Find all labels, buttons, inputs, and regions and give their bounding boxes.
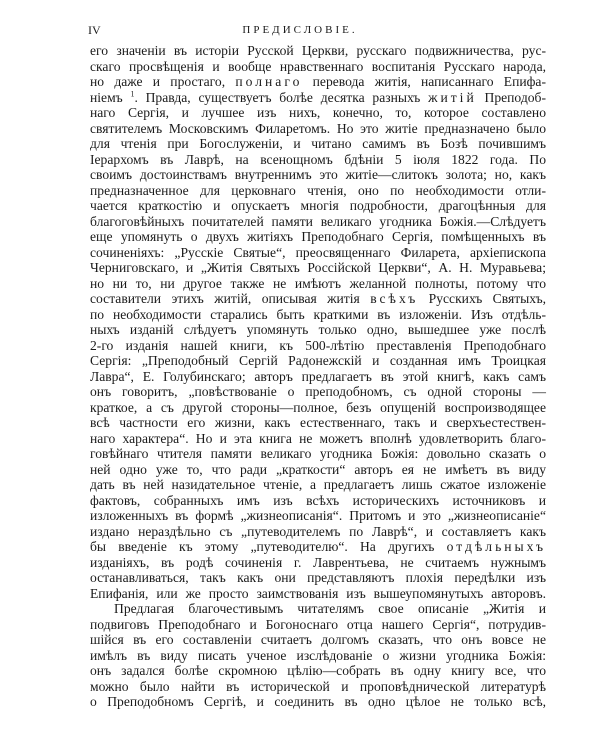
text-line	[90, 90, 546, 106]
page-number: IV	[88, 23, 101, 37]
text-line	[90, 260, 546, 276]
text-segment: своимъ достоинствамъ внутреннимъ это житiе—слитокъ золота; но, какъ	[90, 167, 546, 182]
text-line	[90, 462, 546, 478]
text-line	[90, 446, 546, 462]
text-segment: шiйся въ его составленiи считаетъ долгомъ сказать, что онъ вовсе не	[90, 632, 546, 647]
text-segment: Черниговскаго, и „Житiя Святыхъ Россiйской Церкви“, А. Н. Муравьева;	[90, 260, 546, 275]
text-segment: составители этихъ житiй, описывая житiя	[90, 291, 371, 306]
text-line	[90, 245, 546, 261]
text-line	[90, 43, 546, 59]
text-segment: изданiяхъ, въ родѣ сочиненiя г. Лаврентьева, не считаемъ нужнымъ	[90, 554, 546, 570]
text-line	[90, 291, 546, 307]
text-line	[90, 167, 546, 183]
text-line	[90, 508, 546, 524]
text-segment: сочиненiяхъ: „Русскiе Святые“, преосвященнаго Филарета, архiепископа	[90, 244, 546, 260]
text-segment: краткое, а съ другой стороны—полное, безъ опущенiй воспроизводящее	[90, 399, 546, 415]
text-segment: изложенныхъ въ формѣ „жизнеописанiя“. Притомъ и это „жизнеописанiе“	[90, 508, 546, 523]
text-segment: имѣлъ въ виду писать ученое изслѣдованiе о жизни угодника Божiя:	[90, 647, 546, 663]
text-segment: Епифанiя, или же просто заимствованiя изъ вышеупомянутыхъ авторовъ.	[90, 585, 546, 601]
text-segment: . Правда, существуетъ болѣе десятка разныхъ	[134, 89, 429, 105]
text-line	[90, 570, 546, 586]
text-segment: останавливаться, такъ какъ они представляютъ плохiя передѣлки изъ	[90, 570, 546, 585]
text-segment: но ни то, ни другое также не имѣютъ желанной полноты, потому что	[90, 275, 546, 291]
text-segment: благоговѣйныхъ почитателей памяти великаго угодника Божiя.—Слѣдуетъ	[90, 213, 546, 229]
text-segment: еще упомянуть о двухъ житiяхъ Преподобнаго Сергiя, помѣщенныхъ въ	[90, 229, 546, 244]
emphasized-text: полнаго	[235, 74, 303, 89]
text-line	[90, 648, 546, 664]
text-segment: Преподоб-	[476, 89, 546, 105]
text-segment: его значенiи въ исторiи Русской Церкви, русскаго подвижничества, рус-	[90, 43, 546, 58]
text-segment: перевода житiя, написаннаго Епифа-	[302, 74, 546, 89]
text-line	[90, 105, 546, 121]
text-segment: ней одно уже то, что ради „краткости“ авторъ ея не имѣетъ въ виду	[90, 461, 546, 477]
text-segment: по необходимости старались быть краткими въ изложенiи. Изъ отдѣль-	[90, 306, 546, 322]
text-segment: всѣ частности его жизни, какъ естественнаго, такъ и сверхъестествен-	[90, 415, 546, 430]
text-segment: нiемъ	[90, 89, 131, 105]
text-segment: Лавра“, Е. Голубинскаго; авторъ предлагаетъ въ этой книгѣ, какъ самъ	[90, 368, 546, 384]
text-segment: издано нераздѣльно съ „путеводителемъ по Лаврѣ“, и составляетъ какъ	[90, 523, 546, 539]
text-segment: чается краткостiю и опускаетъ многiя подробности, драгоцѣнныя для	[90, 198, 546, 213]
text-line	[90, 74, 546, 90]
text-line	[90, 539, 546, 555]
text-line	[90, 136, 546, 152]
text-segment: Предлагая благочестивымъ читателямъ свое описанiе „Житiя и	[114, 601, 546, 616]
text-line	[90, 307, 546, 323]
text-line	[90, 276, 546, 292]
body-text	[90, 43, 546, 710]
text-segment: можно было найти въ исторической и проповѣднической литературѣ	[90, 678, 546, 694]
text-line	[90, 198, 546, 214]
text-line	[90, 384, 546, 400]
text-line	[90, 353, 546, 369]
text-line	[90, 679, 546, 695]
text-segment: но даже и простаго,	[90, 74, 236, 89]
text-segment: скаго просвѣщенiя и вообще нравственнаго воспитанiя Русскаго народа,	[90, 58, 546, 74]
text-line	[90, 601, 546, 617]
text-line	[90, 431, 546, 447]
text-segment: о Преподобномъ Сергiѣ, и соединить въ одно цѣлое не только всѣ,	[90, 694, 546, 709]
text-line	[90, 415, 546, 431]
footnote-marker: 1	[130, 88, 135, 98]
text-line	[90, 121, 546, 137]
text-line	[90, 152, 546, 168]
text-line	[90, 477, 546, 493]
text-line	[90, 493, 546, 509]
text-line	[90, 229, 546, 245]
emphasized-text: житiй	[428, 89, 477, 105]
text-segment: дать въ ней назидательное чтенiе, а предлагаетъ лишь сжатое изложенiе	[90, 477, 546, 492]
text-segment: онъ задался болѣе скромною цѣлiю—собрать въ одну книгу все, что	[90, 663, 546, 678]
text-line	[90, 663, 546, 679]
text-segment: фактовъ, собранныхъ имъ изъ всѣхъ историческихъ источниковъ и	[90, 492, 546, 508]
text-line	[90, 586, 546, 602]
text-segment: наго Сергiя, и лучшее изъ нихъ, конечно, то, которое составлено	[90, 105, 546, 120]
text-line	[90, 338, 546, 354]
emphasized-text: всѣхъ	[370, 291, 419, 306]
text-line	[90, 400, 546, 416]
text-line	[90, 524, 546, 540]
text-segment: Сергiя: „Преподобный Сергiй Радонежскiй и созданная имъ Троицкая	[90, 353, 546, 368]
text-segment: подвиговъ Преподобнаго и Богоноснаго отца нашего Сергiя“, потрудив-	[90, 616, 546, 632]
text-line	[90, 555, 546, 571]
text-line	[90, 694, 546, 710]
text-line	[90, 59, 546, 75]
text-line	[90, 617, 546, 633]
text-segment: онъ говоритъ, „повѣствованiе о преподобномъ, съ одной стороны —	[90, 384, 546, 399]
text-segment: говѣйнаго чтителя памяти великаго угодника Божiя: довольно сказать о	[90, 446, 546, 461]
text-segment: Русскихъ Святыхъ,	[418, 291, 547, 306]
text-line	[90, 369, 546, 385]
running-title: ПРЕДИСЛОВIЕ.	[242, 24, 358, 36]
text-segment: Iерархомъ въ Лаврѣ, на всенощномъ бдѣнiи 5 iюля 1822 года. По	[90, 151, 546, 167]
text-line	[90, 632, 546, 648]
text-segment: бы введенiе къ этому „путеводителю“. На другихъ	[90, 539, 447, 554]
text-segment: предназначенное для церковнаго чтенiя, оно по необходимости отли-	[90, 182, 546, 198]
text-segment: наго характера“. Но и эта книга не можетъ вполнѣ удовлетворить благо-	[90, 430, 546, 446]
text-line	[90, 183, 546, 199]
text-line	[90, 214, 546, 230]
text-segment: ныхъ изданiй слѣдуетъ упомянуть только одно, вышедшее уже послѣ	[90, 322, 546, 337]
emphasized-text: отдѣльныхъ	[446, 539, 546, 554]
text-segment: святителемъ Московскимъ Филаретомъ. Но это житiе предназначено было	[90, 120, 546, 136]
text-segment: 2-го изданiя нашей книги, къ 500-лѣтiю преставленiя Преподобнаго	[90, 337, 546, 353]
text-line	[90, 322, 546, 338]
text-segment: для чтенiя при Богослуженiи, и читано самимъ въ Бозѣ почившимъ	[90, 136, 546, 151]
